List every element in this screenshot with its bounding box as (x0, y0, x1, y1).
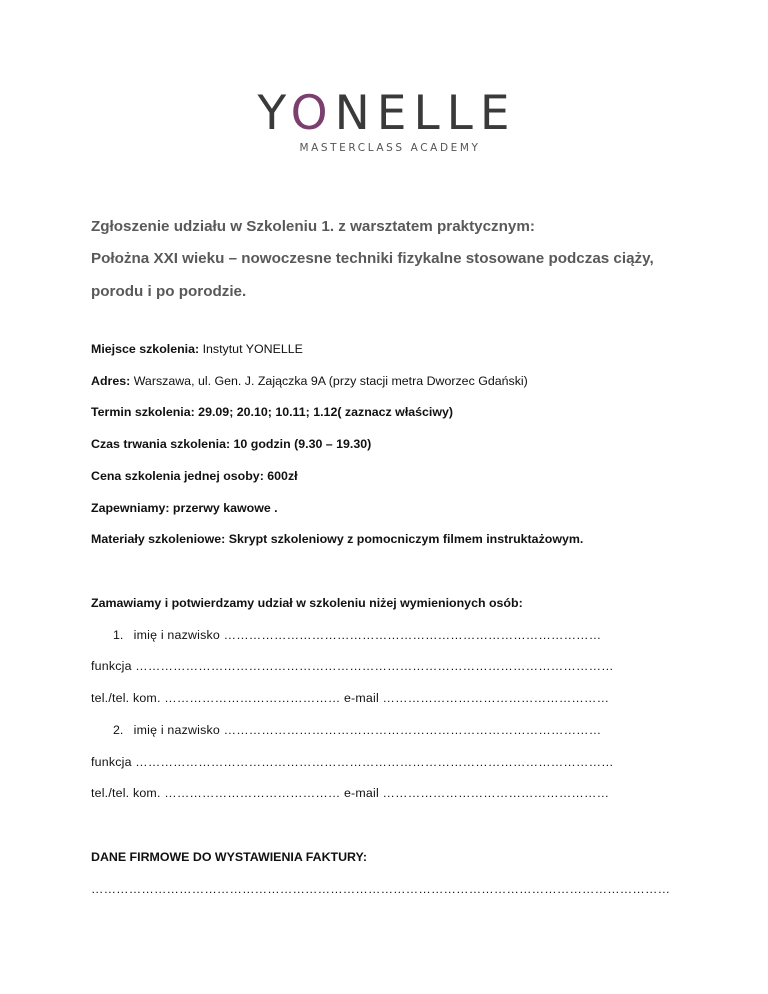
person-2-email-field[interactable]: e-mail ……………………………………………… (343, 786, 610, 800)
logo-subtitle: MASTERCLASS ACADEMY (299, 142, 481, 154)
person-1-contact-row (91, 691, 609, 705)
detail-place (91, 342, 303, 356)
detail-price-text: Cena szkolenia jednej osoby: 600zł (91, 469, 298, 483)
detail-price (91, 469, 298, 483)
heading-line-3: porodu i po porodzie. (91, 283, 247, 300)
person-2-function-row (91, 755, 614, 769)
detail-place-label: Miejsce szkolenia: (91, 342, 200, 356)
detail-term (91, 405, 453, 419)
detail-duration-text: Czas trwania szkolenia: 10 godzin (9.30 – 19.30) (91, 437, 372, 451)
detail-address (91, 374, 528, 388)
heading-line-2: Położna XXI wieku – nowoczesne techniki fizykalne stosowane podczas ciąży, (91, 250, 654, 267)
person-2-tel-field[interactable]: tel./tel. kom. …………………………………… (91, 786, 341, 800)
logo-letter-o: O (290, 86, 335, 141)
detail-place-value: Instytut YONELLE (199, 342, 303, 356)
logo (0, 88, 768, 154)
person-1-name-field[interactable]: imię i nazwisko ……………………………………………………………………………… (133, 628, 602, 642)
invoice-heading (91, 850, 367, 864)
order-heading-text: Zamawiamy i potwierdzamy udział w szkoleniu niżej wymienionych osób: (91, 596, 523, 610)
person-2-number: 2. (113, 723, 124, 737)
detail-duration (91, 437, 371, 451)
person-1-email-field[interactable]: e-mail ……………………………………………… (343, 691, 610, 705)
invoice-data-field[interactable]: ………………………………………………………………………………………………………………………… (91, 882, 671, 896)
person-2-name-row (113, 723, 601, 737)
person-1-tel-field[interactable]: tel./tel. kom. …………………………………… (91, 691, 341, 705)
person-1-number: 1. (113, 628, 124, 642)
logo-letters-rest: NELLE (334, 86, 517, 141)
logo-letter-y: Y (257, 86, 291, 141)
person-2-name-field[interactable]: imię i nazwisko ……………………………………………………………………………… (133, 723, 602, 737)
detail-term-text: Termin szkolenia: 29.09; 20.10; 10.11; 1.12( zaznacz właściwy) (91, 405, 454, 419)
logo-wordmark (6, 88, 768, 140)
invoice-heading-text: DANE FIRMOWE DO WYSTAWIENIA FAKTURY: (91, 850, 368, 864)
person-1-function-row (91, 659, 614, 673)
person-1-name-row (113, 628, 601, 642)
detail-provide (91, 501, 278, 515)
detail-provide-text: Zapewniamy: przerwy kawowe . (91, 501, 278, 515)
invoice-line-row (91, 882, 670, 896)
detail-materials-text: Materiały szkoleniowe: Skrypt szkoleniowy z pomocniczym filmem instruktażowym. (91, 532, 584, 546)
person-2-contact-row (91, 786, 609, 800)
person-2-function-field[interactable]: funkcja …………………………………………………………………………………………………… (91, 755, 614, 769)
order-heading (91, 596, 523, 610)
detail-materials (91, 532, 583, 546)
detail-address-value: Warszawa, ul. Gen. J. Zajączka 9A (przy stacji metra Dworzec Gdański) (130, 374, 528, 388)
heading-line-1: Zgłoszenie udziału w Szkoleniu 1. z warsztatem praktycznym: (91, 218, 535, 235)
detail-address-label: Adres: (91, 374, 131, 388)
person-1-function-field[interactable]: funkcja …………………………………………………………………………………………………… (91, 659, 614, 673)
